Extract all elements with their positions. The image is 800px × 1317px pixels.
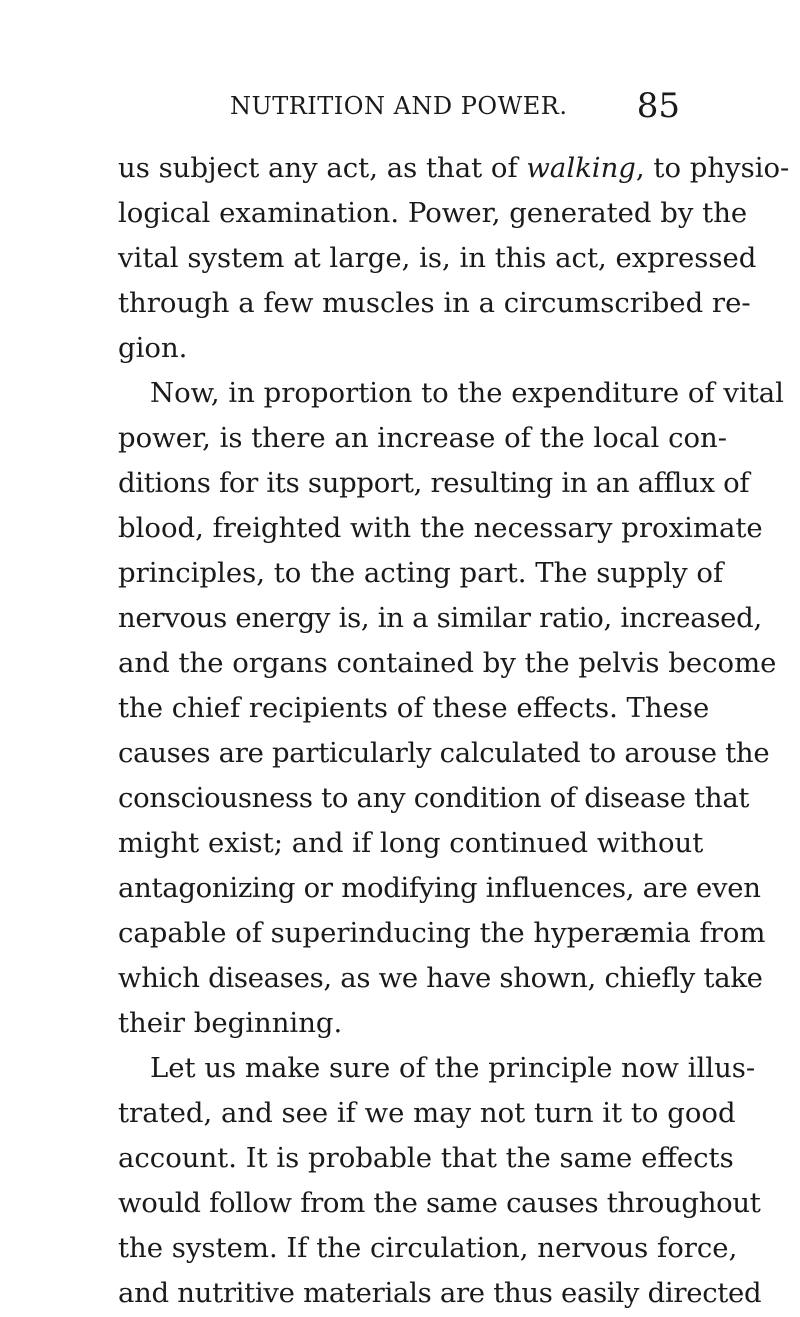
text-line-23: account. It is probable that the same effects (118, 1142, 734, 1174)
text-line-10: principles, to the acting part. The supply of (118, 557, 724, 589)
text-line-25: the system. If the circulation, nervous force, (118, 1232, 738, 1264)
line-1-start: us subject any act, as that of (118, 152, 527, 184)
text-line-26: and nutritive materials are thus easily directed (118, 1277, 762, 1309)
text-line-13: the chief recipients of these effects. These (118, 692, 710, 724)
running-head (170, 86, 680, 130)
italic-word-walking: walking (526, 152, 636, 184)
text-line-2: logical examination. Power, generated by the (118, 197, 748, 229)
text-line-9: blood, freighted with the necessary proximate (118, 512, 763, 544)
text-line-19: which diseases, as we have shown, chiefly take (118, 962, 763, 994)
text-line-20: their beginning. (118, 1007, 343, 1039)
text-line-22: trated, and see if we may not turn it to good (118, 1097, 736, 1129)
text-line-3: vital system at large, is, in this act, expressed (118, 242, 757, 274)
text-line-8: ditions for its support, resulting in an afflux of (118, 467, 750, 499)
page-number: 85 (636, 86, 680, 126)
text-line-24: would follow from the same causes throughout (118, 1187, 761, 1219)
text-line-15: consciousness to any condition of disease that (118, 782, 750, 814)
text-line-12: and the organs contained by the pelvis become (118, 647, 777, 679)
text-line-7: power, is there an increase of the local con- (118, 422, 728, 454)
text-line-5: gion. (118, 332, 188, 364)
text-line-1 (118, 146, 790, 191)
text-line-18: capable of superinducing the hyperæmia from (118, 917, 766, 949)
text-line-16: might exist; and if long continued without (118, 827, 704, 859)
line-1-end: , to physio- (635, 152, 790, 184)
text-line-21: Let us make sure of the principle now illus- (150, 1052, 756, 1084)
text-line-4: through a few muscles in a circumscribed re- (118, 287, 751, 319)
text-line-11: nervous energy is, in a similar ratio, increased, (118, 602, 762, 634)
running-head-title: NUTRITION AND POWER. (230, 92, 568, 120)
body-text (118, 146, 790, 1316)
text-line-6: Now, in proportion to the expenditure of vital (150, 377, 784, 409)
text-line-14: causes are particularly calculated to arouse the (118, 737, 770, 769)
text-line-17: antagonizing or modifying influences, are even (118, 872, 761, 904)
